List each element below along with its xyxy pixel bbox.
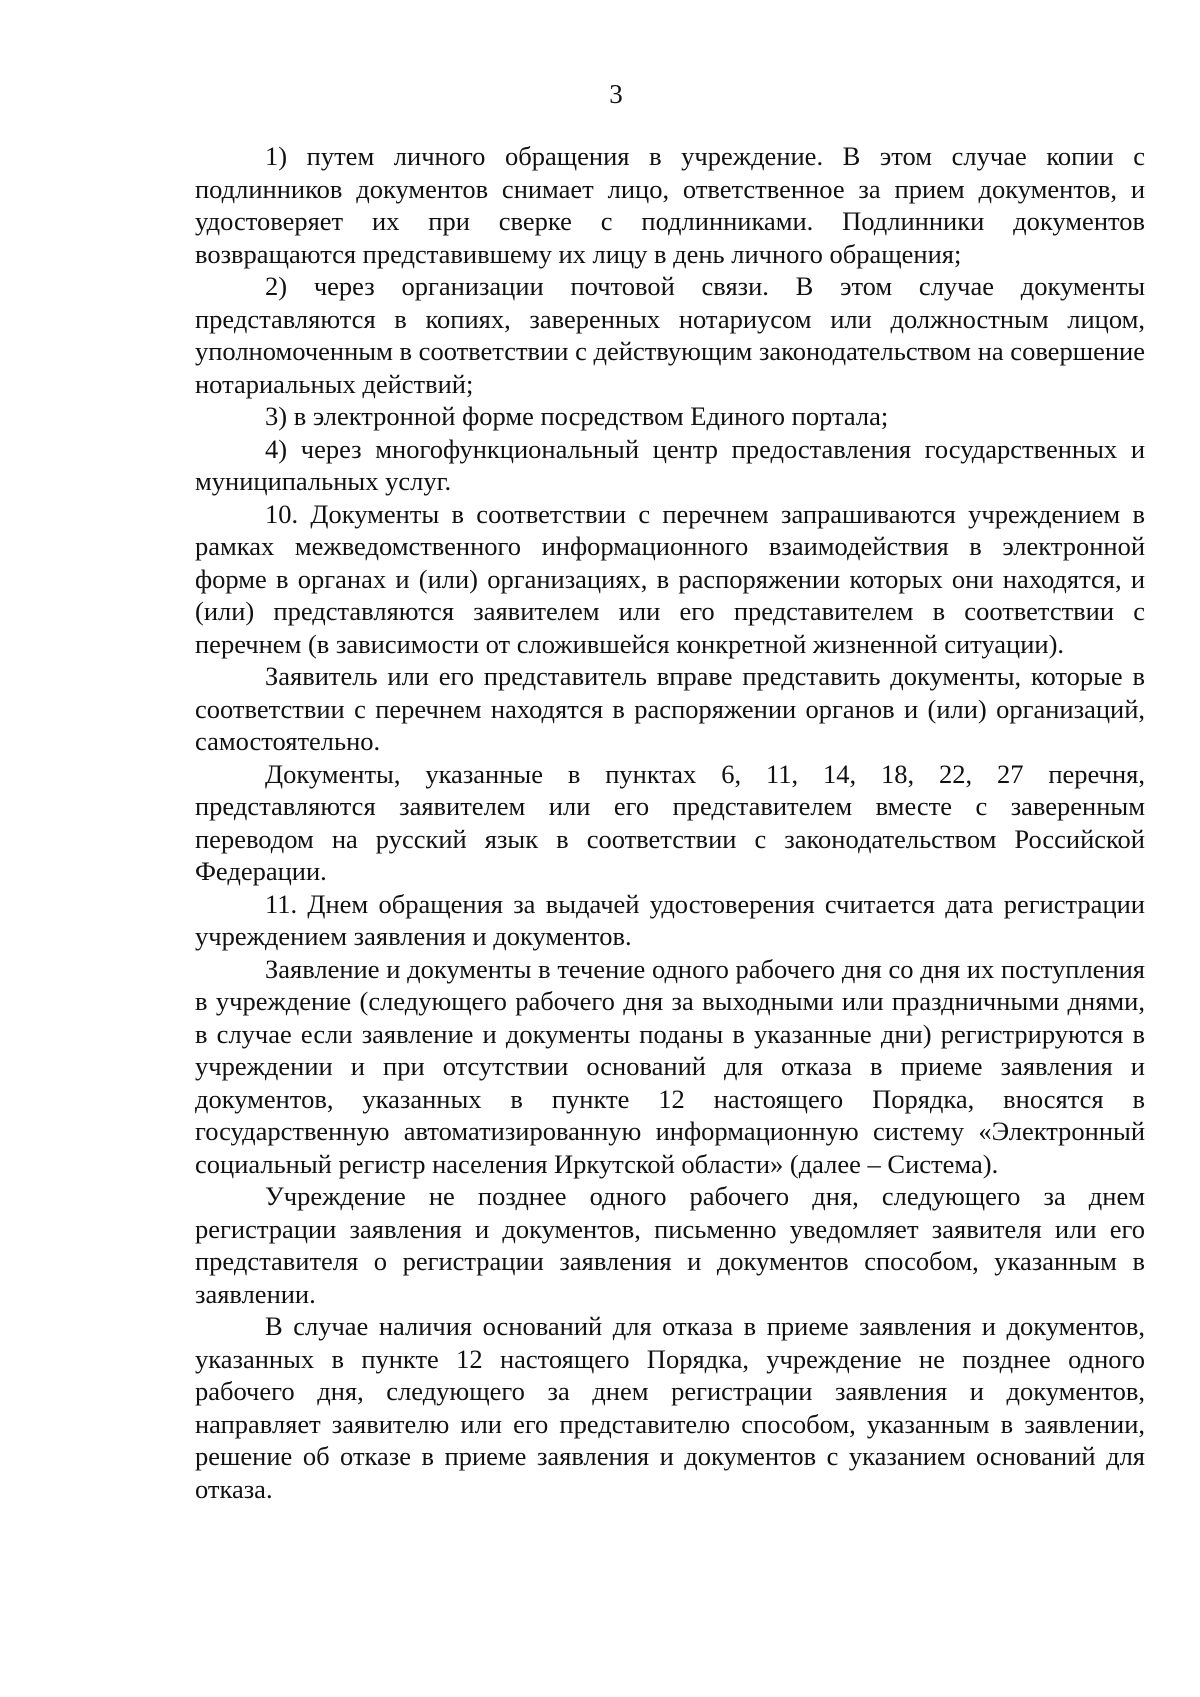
paragraph-method-personal: 1) путем личного обращения в учреждение. В этом случае копии с подлинников документов снимает лицо, ответственное за прием документов, и удостоверяет их при сверке с подлинниками. Подлинники документов возвращаются представившему их лицу в день личного обращения; — [195, 141, 1145, 269]
paragraph-notification: Учреждение не позднее одного рабочего дня, следующего за днем регистрации заявления и документов, письменно уведомляет заявителя или его представителя о регистрации заявления и документов способом, указанным в заявлении. — [195, 1181, 1145, 1309]
paragraph-method-postal: 2) через организации почтовой связи. В этом случае документы представляются в копиях, заверенных нотариусом или должностным лицом, уполномоченным в соответствии с действующим законодательством на совершение нотариальных действий; — [195, 271, 1145, 399]
document-body — [195, 140, 1145, 1505]
paragraph-item-10: 10. Документы в соответствии с перечнем запрашиваются учреждением в рамках межведомственного информационного взаимодействия в электронной форме в органах и (или) организациях, в распоряжении которых они находятся, и (или) представляются заявителем или его представителем в соответствии с перечнем (в зависимости от сложившейся конкретной жизненной ситуации). — [195, 498, 1145, 659]
paragraph-method-portal: 3) в электронной форме посредством Единого портала; — [265, 401, 889, 431]
page-number: 3 — [609, 79, 623, 109]
paragraph-translation: Документы, указанные в пунктах 6, 11, 14, 18, 22, 27 перечня, представляются заявителем или его представителем вместе с заверенным переводом на русский язык в соответствии с законодательством Российской Федерации. — [195, 758, 1145, 886]
paragraph-registration: Заявление и документы в течение одного рабочего дня со дня их поступления в учреждение (следующего рабочего дня за выходными или праздничными днями, в случае если заявление и документы поданы в указанные дни) регистрируются в учреждении и при отсутствии оснований для отказа в приеме заявления и документов, указанных в пункте 12 настоящего Порядка, вносятся в государственную автоматизированную информационную систему «Электронный социальный регистр населения Иркутской области» (далее – Система). — [195, 953, 1145, 1179]
paragraph-method-mfc: 4) через многофункциональный центр предоставления государственных и муниципальных услуг. — [195, 433, 1145, 496]
paragraph-applicant-right: Заявитель или его представитель вправе представить документы, которые в соответствии с перечнем находятся в распоряжении органов и (или) организаций, самостоятельно. — [195, 661, 1145, 756]
paragraph-item-11: 11. Днем обращения за выдачей удостоверения считается дата регистрации учреждением заявления и документов. — [195, 888, 1145, 951]
paragraph-refusal: В случае наличия оснований для отказа в приеме заявления и документов, указанных в пункте 12 настоящего Порядка, учреждение не позднее одного рабочего дня, следующего за днем регистрации заявления и документов, направляет заявителю или его представителю способом, указанным в заявлении, решение об отказе в приеме заявления и документов с указанием оснований для отказа. — [195, 1311, 1145, 1504]
